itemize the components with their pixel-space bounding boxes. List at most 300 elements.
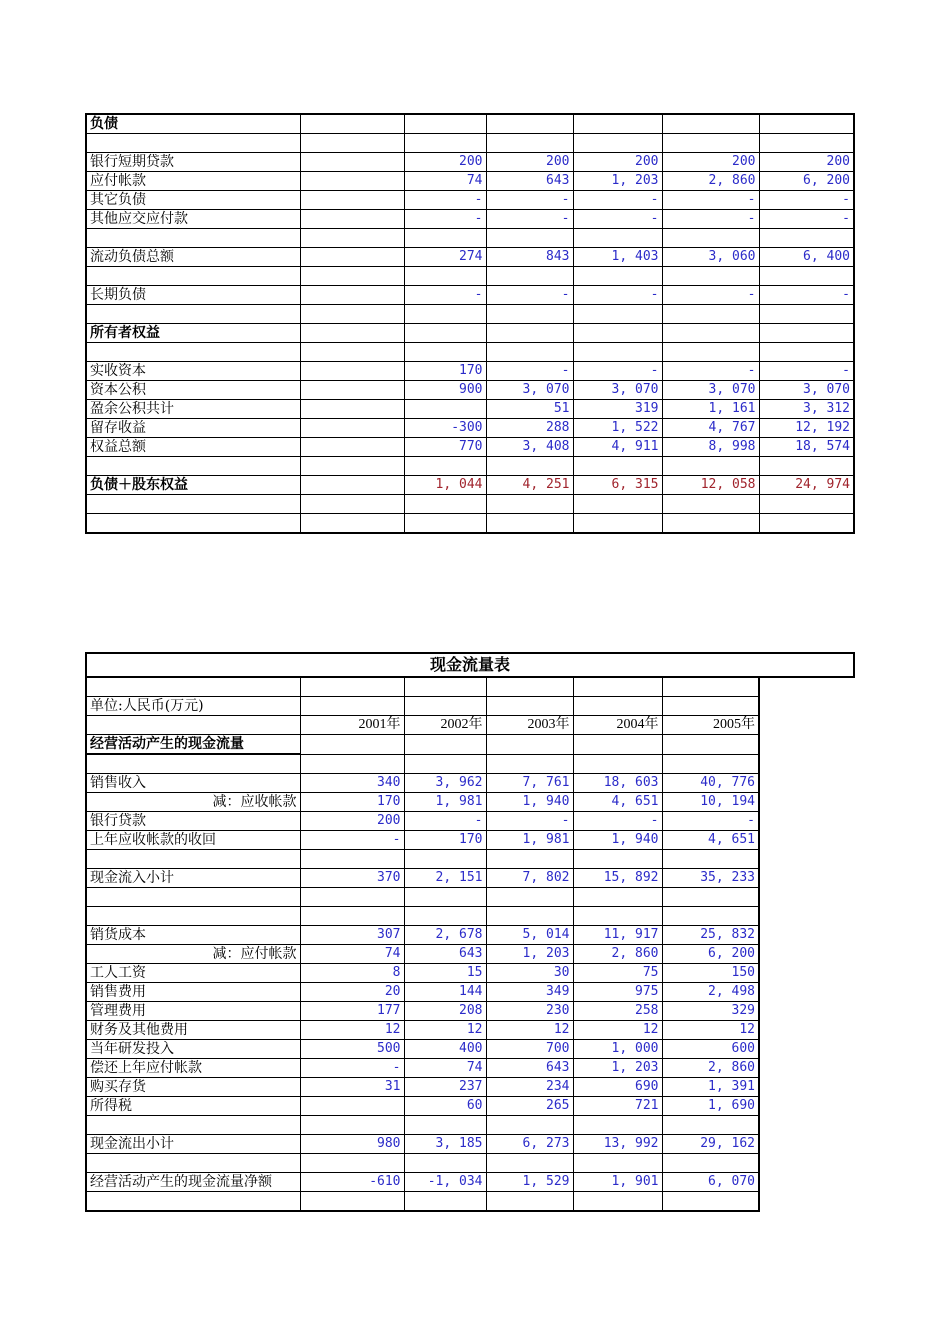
- blank-cell: [662, 114, 759, 134]
- value-cell: -: [573, 210, 662, 229]
- value-cell: -: [759, 210, 854, 229]
- blank-cell: [300, 267, 404, 286]
- value-cell: 370: [300, 869, 404, 888]
- year-header: 2003年: [486, 716, 573, 735]
- blank-cell: [404, 735, 486, 755]
- blank-cell: [300, 1154, 404, 1173]
- blank-cell: [300, 134, 404, 153]
- row-label: 财务及其他费用: [86, 1021, 300, 1040]
- blank-cell: [300, 210, 404, 229]
- outside-cell: [759, 1078, 854, 1097]
- blank-cell: [486, 514, 573, 534]
- outside-cell: [759, 926, 854, 945]
- row-label: 负债＋股东权益: [86, 476, 300, 495]
- blank-cell: [300, 400, 404, 419]
- value-cell: 74: [300, 945, 404, 964]
- blank-row: [86, 514, 854, 534]
- blank-cell: [662, 888, 759, 907]
- outside-cell: [759, 907, 854, 926]
- value-cell: 4, 767: [662, 419, 759, 438]
- value-cell: 7, 761: [486, 774, 573, 793]
- blank-cell: [86, 677, 300, 697]
- value-cell: -: [662, 362, 759, 381]
- table-row: [86, 983, 854, 1002]
- outside-cell: [759, 754, 854, 774]
- blank-cell: [300, 172, 404, 191]
- table-row: [86, 400, 854, 419]
- blank-cell: [300, 754, 404, 774]
- value-cell: 74: [404, 1059, 486, 1078]
- table-row: [86, 438, 854, 457]
- value-cell: 3, 185: [404, 1135, 486, 1154]
- outside-cell: [759, 888, 854, 907]
- blank-cell: [662, 343, 759, 362]
- value-cell: 30: [486, 964, 573, 983]
- value-cell: 319: [573, 400, 662, 419]
- outside-cell: [759, 850, 854, 869]
- value-cell: 2, 678: [404, 926, 486, 945]
- year-header: 2001年: [300, 716, 404, 735]
- row-label: 应付帐款: [86, 172, 300, 191]
- value-cell: 3, 070: [662, 381, 759, 400]
- value-cell: -: [573, 286, 662, 305]
- section-row: [86, 114, 854, 134]
- blank-row: [86, 888, 854, 907]
- value-cell: 8, 998: [662, 438, 759, 457]
- inflow-subtotal-row: [86, 869, 854, 888]
- value-cell: 200: [300, 812, 404, 831]
- blank-cell: [573, 514, 662, 534]
- value-cell: 10, 194: [662, 793, 759, 812]
- row-label: 减：应付帐款: [86, 945, 300, 964]
- blank-row: [86, 267, 854, 286]
- blank-cell: [300, 191, 404, 210]
- value-cell: 3, 070: [759, 381, 854, 400]
- value-cell: 2, 860: [573, 945, 662, 964]
- table-row: [86, 1059, 854, 1078]
- outflow-subtotal-row: [86, 1135, 854, 1154]
- blank-cell: [759, 229, 854, 248]
- blank-cell: [300, 476, 404, 495]
- blank-cell: [300, 286, 404, 305]
- table-row: [86, 831, 854, 850]
- value-cell: 5, 014: [486, 926, 573, 945]
- blank-cell: [662, 1192, 759, 1212]
- value-cell: 2, 498: [662, 983, 759, 1002]
- value-cell: 721: [573, 1097, 662, 1116]
- blank-cell: [404, 495, 486, 514]
- row-label: 实收资本: [86, 362, 300, 381]
- row-label: 管理费用: [86, 1002, 300, 1021]
- blank-cell: [404, 305, 486, 324]
- unit-label: 单位:人民币(万元): [86, 697, 300, 716]
- blank-row: [86, 677, 854, 697]
- blank-row: [86, 850, 854, 869]
- blank-row: [86, 907, 854, 926]
- value-cell: 329: [662, 1002, 759, 1021]
- value-cell: -: [662, 812, 759, 831]
- value-cell: 200: [662, 153, 759, 172]
- value-cell: -: [404, 210, 486, 229]
- outside-cell: [759, 1154, 854, 1173]
- value-cell: 2, 860: [662, 1059, 759, 1078]
- value-cell: 2, 151: [404, 869, 486, 888]
- value-cell: 170: [300, 793, 404, 812]
- value-cell: 288: [486, 419, 573, 438]
- blank-row: [86, 305, 854, 324]
- blank-cell: [300, 419, 404, 438]
- blank-cell: [486, 114, 573, 134]
- value-cell: 900: [404, 381, 486, 400]
- blank-cell: [662, 697, 759, 716]
- value-cell: 18, 574: [759, 438, 854, 457]
- blank-row: [86, 1116, 854, 1135]
- value-cell: 500: [300, 1040, 404, 1059]
- value-cell: -300: [404, 419, 486, 438]
- blank-cell: [662, 305, 759, 324]
- value-cell: 6, 070: [662, 1173, 759, 1192]
- section-label: 经营活动产生的现金流量: [86, 735, 300, 755]
- blank-cell: [662, 229, 759, 248]
- value-cell: -: [404, 286, 486, 305]
- value-cell: -: [486, 286, 573, 305]
- value-cell: 700: [486, 1040, 573, 1059]
- value-cell: 258: [573, 1002, 662, 1021]
- value-cell: -: [662, 286, 759, 305]
- outside-cell: [759, 1059, 854, 1078]
- blank-cell: [300, 381, 404, 400]
- blank-cell: [404, 754, 486, 774]
- blank-cell: [86, 457, 300, 476]
- blank-cell: [300, 697, 404, 716]
- value-cell: 15, 892: [573, 869, 662, 888]
- blank-cell: [486, 677, 573, 697]
- row-label: 现金流入小计: [86, 869, 300, 888]
- row-label: 销售费用: [86, 983, 300, 1002]
- row-label: 银行短期贷款: [86, 153, 300, 172]
- blank-cell: [759, 495, 854, 514]
- blank-cell: [486, 735, 573, 755]
- value-cell: -: [662, 210, 759, 229]
- balance-sheet-table: [85, 113, 855, 534]
- blank-cell: [759, 305, 854, 324]
- blank-row: [86, 1154, 854, 1173]
- outside-cell: [759, 793, 854, 812]
- value-cell: 237: [404, 1078, 486, 1097]
- blank-cell: [486, 697, 573, 716]
- outside-cell: [759, 697, 854, 716]
- blank-cell: [404, 343, 486, 362]
- blank-cell: [573, 305, 662, 324]
- value-cell: -: [486, 812, 573, 831]
- value-cell: 3, 962: [404, 774, 486, 793]
- value-cell: 11, 917: [573, 926, 662, 945]
- value-cell: 13, 992: [573, 1135, 662, 1154]
- blank-cell: [486, 850, 573, 869]
- blank-row: [86, 495, 854, 514]
- value-cell: 12, 192: [759, 419, 854, 438]
- blank-cell: [404, 457, 486, 476]
- value-cell: 643: [486, 1059, 573, 1078]
- value-cell: 8: [300, 964, 404, 983]
- value-cell: 230: [486, 1002, 573, 1021]
- blank-cell: [573, 229, 662, 248]
- value-cell: 208: [404, 1002, 486, 1021]
- value-cell: 643: [404, 945, 486, 964]
- blank-cell: [662, 1154, 759, 1173]
- value-cell: 18, 603: [573, 774, 662, 793]
- blank-cell: [759, 114, 854, 134]
- blank-row: [86, 754, 854, 774]
- blank-cell: [300, 438, 404, 457]
- value-cell: 200: [759, 153, 854, 172]
- blank-cell: [300, 514, 404, 534]
- title-row: [86, 653, 854, 677]
- value-cell: 6, 315: [573, 476, 662, 495]
- blank-cell: [404, 697, 486, 716]
- value-cell: 234: [486, 1078, 573, 1097]
- section-label: 所有者权益: [86, 324, 300, 343]
- value-cell: 6, 200: [662, 945, 759, 964]
- blank-cell: [300, 850, 404, 869]
- blank-cell: [573, 1154, 662, 1173]
- value-cell: 265: [486, 1097, 573, 1116]
- value-cell: 1, 203: [573, 1059, 662, 1078]
- table-row: [86, 812, 854, 831]
- value-cell: 3, 070: [486, 381, 573, 400]
- row-label: 长期负债: [86, 286, 300, 305]
- blank-cell: [573, 267, 662, 286]
- value-cell: 1, 203: [573, 172, 662, 191]
- value-cell: [300, 1097, 404, 1116]
- outside-cell: [759, 983, 854, 1002]
- value-cell: 12: [300, 1021, 404, 1040]
- blank-cell: [759, 343, 854, 362]
- blank-cell: [486, 907, 573, 926]
- blank-cell: [486, 457, 573, 476]
- blank-cell: [86, 495, 300, 514]
- blank-cell: [486, 1154, 573, 1173]
- blank-cell: [86, 229, 300, 248]
- row-label: 现金流出小计: [86, 1135, 300, 1154]
- value-cell: 3, 070: [573, 381, 662, 400]
- value-cell: 200: [404, 153, 486, 172]
- blank-cell: [404, 514, 486, 534]
- outside-cell: [759, 869, 854, 888]
- row-label: 偿还上年应付帐款: [86, 1059, 300, 1078]
- total-row: [86, 476, 854, 495]
- value-cell: 15: [404, 964, 486, 983]
- value-cell: -: [404, 812, 486, 831]
- blank-cell: [300, 907, 404, 926]
- value-cell: 4, 651: [573, 793, 662, 812]
- value-cell: 1, 044: [404, 476, 486, 495]
- value-cell: 6, 273: [486, 1135, 573, 1154]
- value-cell: 770: [404, 438, 486, 457]
- outside-cell: [759, 1097, 854, 1116]
- table-row: [86, 945, 854, 964]
- blank-cell: [486, 1192, 573, 1212]
- section-label: 负债: [86, 114, 300, 134]
- table-title: 现金流量表: [86, 653, 854, 677]
- outside-cell: [759, 831, 854, 850]
- blank-cell: [573, 907, 662, 926]
- value-cell: 349: [486, 983, 573, 1002]
- value-cell: 690: [573, 1078, 662, 1097]
- table-row: [86, 964, 854, 983]
- blank-row: [86, 343, 854, 362]
- blank-cell: [404, 677, 486, 697]
- blank-cell: [300, 248, 404, 267]
- value-cell: 1, 522: [573, 419, 662, 438]
- blank-cell: [486, 267, 573, 286]
- value-cell: 1, 690: [662, 1097, 759, 1116]
- outside-cell: [759, 964, 854, 983]
- value-cell: -: [486, 191, 573, 210]
- blank-cell: [573, 850, 662, 869]
- value-cell: 975: [573, 983, 662, 1002]
- blank-cell: [573, 457, 662, 476]
- value-cell: -: [573, 362, 662, 381]
- blank-cell: [300, 457, 404, 476]
- value-cell: -: [573, 812, 662, 831]
- value-cell: 51: [486, 400, 573, 419]
- value-cell: 12: [486, 1021, 573, 1040]
- blank-cell: [86, 1154, 300, 1173]
- value-cell: 4, 911: [573, 438, 662, 457]
- row-label: 留存收益: [86, 419, 300, 438]
- blank-cell: [486, 305, 573, 324]
- row-label: 所得税: [86, 1097, 300, 1116]
- row-label: 减：应收帐款: [86, 793, 300, 812]
- value-cell: 25, 832: [662, 926, 759, 945]
- blank-cell: [573, 343, 662, 362]
- blank-cell: [404, 1192, 486, 1212]
- value-cell: 2, 860: [662, 172, 759, 191]
- blank-cell: [759, 324, 854, 343]
- blank-cell: [662, 324, 759, 343]
- year-header: 2005年: [662, 716, 759, 735]
- value-cell: [404, 400, 486, 419]
- blank-row: [86, 229, 854, 248]
- blank-cell: [573, 1192, 662, 1212]
- value-cell: -: [486, 362, 573, 381]
- value-cell: 307: [300, 926, 404, 945]
- blank-cell: [300, 1116, 404, 1135]
- blank-cell: [662, 457, 759, 476]
- row-label: 销货成本: [86, 926, 300, 945]
- blank-cell: [86, 754, 300, 774]
- value-cell: -: [759, 191, 854, 210]
- row-label: 销售收入: [86, 774, 300, 793]
- table-row: [86, 793, 854, 812]
- value-cell: -: [759, 286, 854, 305]
- value-cell: 60: [404, 1097, 486, 1116]
- value-cell: 35, 233: [662, 869, 759, 888]
- value-cell: 170: [404, 831, 486, 850]
- blank-cell: [404, 134, 486, 153]
- value-cell: 400: [404, 1040, 486, 1059]
- table-row: [86, 419, 854, 438]
- value-cell: 40, 776: [662, 774, 759, 793]
- blank-cell: [573, 1116, 662, 1135]
- value-cell: 150: [662, 964, 759, 983]
- outside-cell: [759, 716, 854, 735]
- value-cell: 200: [486, 153, 573, 172]
- blank-cell: [486, 324, 573, 343]
- blank-cell: [300, 888, 404, 907]
- table-row: [86, 1021, 854, 1040]
- value-cell: 12: [662, 1021, 759, 1040]
- row-label: 盈余公积共计: [86, 400, 300, 419]
- value-cell: 20: [300, 983, 404, 1002]
- value-cell: 1, 403: [573, 248, 662, 267]
- row-label: 经营活动产生的现金流量净额: [86, 1173, 300, 1192]
- value-cell: -1, 034: [404, 1173, 486, 1192]
- year-header: 2002年: [404, 716, 486, 735]
- net-cash-flow-row: [86, 1173, 854, 1192]
- table-row: [86, 1002, 854, 1021]
- value-cell: 7, 802: [486, 869, 573, 888]
- blank-cell: [300, 343, 404, 362]
- blank-cell: [86, 888, 300, 907]
- blank-cell: [86, 305, 300, 324]
- value-cell: 144: [404, 983, 486, 1002]
- blank-cell: [573, 495, 662, 514]
- value-cell: -: [759, 362, 854, 381]
- value-cell: 1, 981: [404, 793, 486, 812]
- blank-cell: [86, 1192, 300, 1212]
- value-cell: 12, 058: [662, 476, 759, 495]
- blank-cell: [573, 697, 662, 716]
- blank-cell: [404, 888, 486, 907]
- row-label: 流动负债总额: [86, 248, 300, 267]
- value-cell: 1, 203: [486, 945, 573, 964]
- blank-cell: [86, 1116, 300, 1135]
- outside-cell: [759, 812, 854, 831]
- value-cell: -: [404, 191, 486, 210]
- row-label: 工人工资: [86, 964, 300, 983]
- blank-cell: [662, 134, 759, 153]
- current-liabilities-row: [86, 248, 854, 267]
- row-label: 其它负债: [86, 191, 300, 210]
- table-row: [86, 362, 854, 381]
- value-cell: 1, 000: [573, 1040, 662, 1059]
- value-cell: -: [300, 1059, 404, 1078]
- value-cell: 3, 312: [759, 400, 854, 419]
- blank-cell: [300, 735, 404, 755]
- blank-cell: [404, 229, 486, 248]
- blank-cell: [404, 1116, 486, 1135]
- blank-cell: [662, 907, 759, 926]
- blank-cell: [662, 267, 759, 286]
- blank-cell: [662, 850, 759, 869]
- row-label: 银行贷款: [86, 812, 300, 831]
- blank-cell: [573, 677, 662, 697]
- blank-cell: [300, 677, 404, 697]
- row-label: 其他应交应付款: [86, 210, 300, 229]
- blank-cell: [486, 229, 573, 248]
- blank-cell: [573, 888, 662, 907]
- row-label: 资本公积: [86, 381, 300, 400]
- blank-cell: [573, 134, 662, 153]
- value-cell: 4, 651: [662, 831, 759, 850]
- value-cell: 31: [300, 1078, 404, 1097]
- unit-row: [86, 697, 854, 716]
- value-cell: 6, 200: [759, 172, 854, 191]
- blank-cell: [404, 1154, 486, 1173]
- section-row: [86, 735, 854, 755]
